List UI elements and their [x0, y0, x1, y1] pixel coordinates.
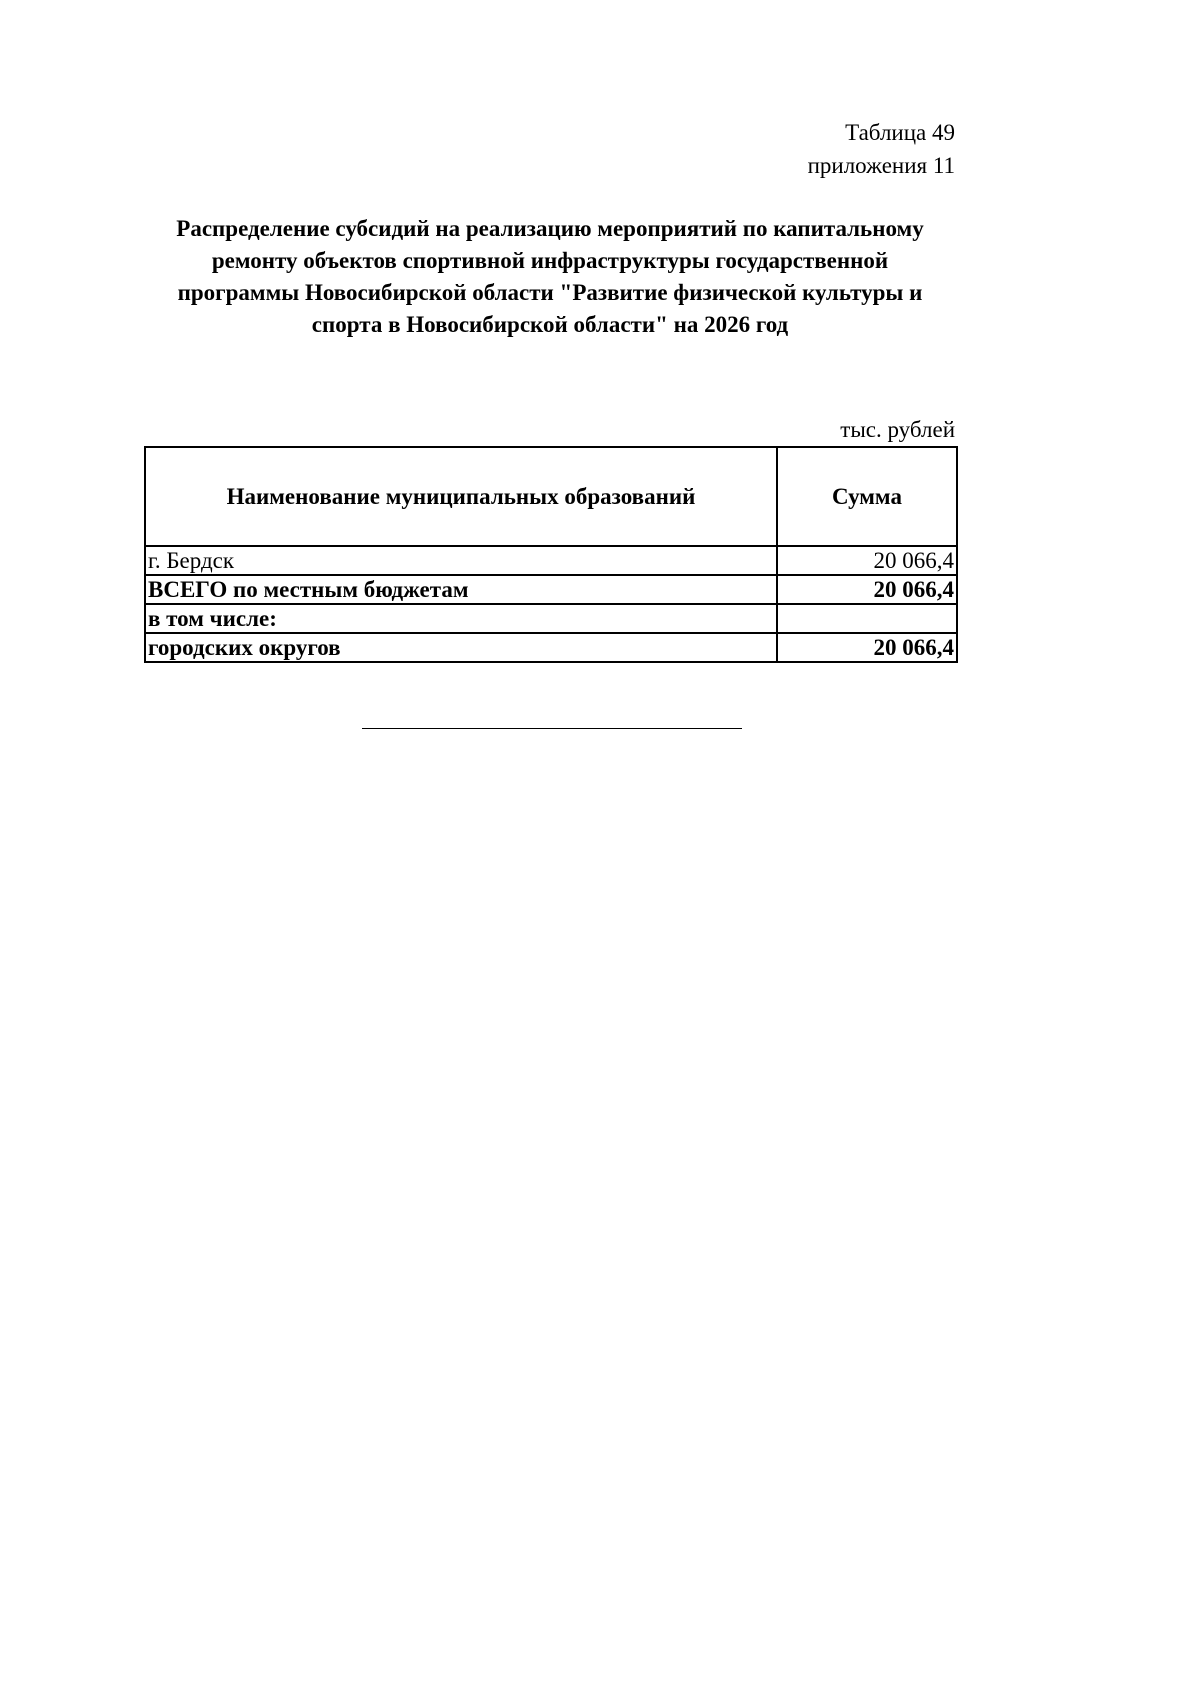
title-line: ремонту объектов спортивной инфраструктуры государственной — [211, 248, 889, 273]
distribution-table — [144, 446, 958, 663]
table-row — [145, 604, 957, 633]
units-label: тыс. рублей — [840, 417, 955, 442]
appendix-label: приложения 11 — [807, 153, 955, 178]
title-line: спорта в Новосибирской области" на 2026 год — [311, 312, 789, 337]
table-number-label: Таблица 49 — [845, 120, 955, 145]
document-title — [140, 213, 960, 341]
column-header-amount: Сумма — [777, 447, 957, 546]
table-row — [145, 633, 957, 662]
title-line: программы Новосибирской области "Развитие физической культуры и — [177, 280, 923, 305]
row-amount-cell — [777, 604, 957, 633]
row-amount-cell: 20 066,4 — [777, 575, 957, 604]
table-row — [145, 575, 957, 604]
row-amount-cell: 20 066,4 — [777, 633, 957, 662]
table-header-row — [145, 447, 957, 546]
end-divider-line — [362, 728, 742, 729]
table-row — [145, 546, 957, 575]
document-header — [808, 116, 955, 182]
row-name-cell: городских округов — [145, 633, 777, 662]
row-name-cell: ВСЕГО по местным бюджетам — [145, 575, 777, 604]
row-amount-cell: 20 066,4 — [777, 546, 957, 575]
column-header-municipality: Наименование муниципальных образований — [145, 447, 777, 546]
row-name-cell: в том числе: — [145, 604, 777, 633]
title-line: Распределение субсидий на реализацию мероприятий по капитальному — [176, 216, 924, 241]
row-name-cell: г. Бердск — [145, 546, 777, 575]
